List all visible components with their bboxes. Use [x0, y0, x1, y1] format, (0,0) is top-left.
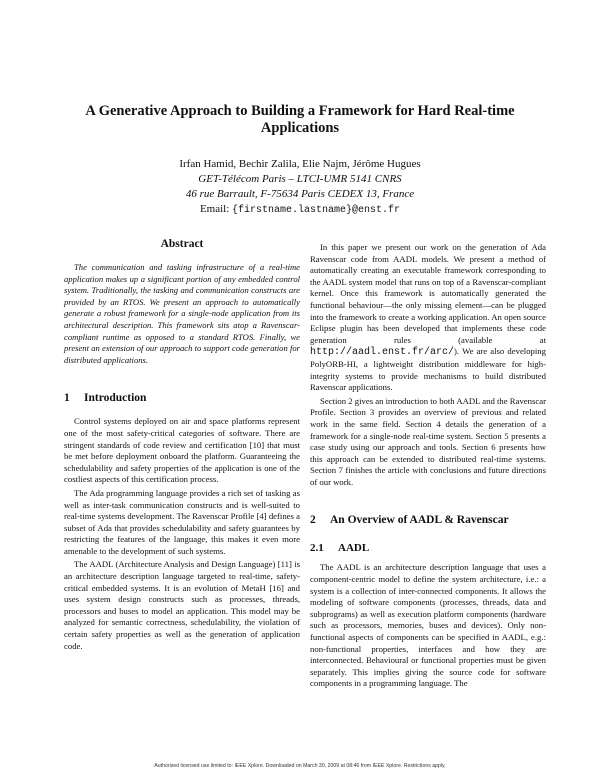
section-heading-introduction [64, 392, 300, 404]
intro-paragraph-3: The AADL (Architecture Analysis and Design Language) [11] is an architecture description language targeted to real-time, safety-critical embedded systems. It is an evolution of MetaH [16] and uses system design constructs such as processes, threads, processors and buses to model an application. This model may be analyzed for semantic correctness, schedulability, the violation of certain safety properties as well as the generation of application code. [64, 559, 300, 651]
address: 46 rue Barrault, F-75634 Paris CEDEX 13, France [185, 188, 415, 200]
abstract-heading: Abstract [160, 238, 204, 250]
section-number: 2 [310, 514, 316, 527]
aadl-paragraph-1: The AADL is an architecture description language that uses a component-centric model to define the system architecture, i.e.: a system is a collection of inter-connected components. It allows the modeling of software components (processes, threads, data and subprograms) as well as execution platform components (hardware such as processors, memories, buses and devices). Only non-functional aspects of components can be specified in AADL, e.g.: non-functional properties, interfaces and how they are interconnected. Behavioural or functional properties must be given separately. This implies giving the source code for software components in a programming language. The [310, 562, 546, 689]
subsection-number: 2.1 [310, 542, 324, 555]
author-block [60, 157, 540, 218]
license-footer: Authorized licensed use limited to: IEEE Xplore. Downloaded on March 30, 2009 at 08:46 from IEEE Xplore. Restrictions apply. [154, 763, 446, 769]
author-names: Irfan Hamid, Bechir Zalila, Elie Najm, Jérôme Hugues [179, 158, 421, 170]
email-label: Email: [199, 203, 230, 215]
right-paragraph-1-rest: ). We are also developing PolyORB-HI, a lightweight distribution middleware for high-integrity systems to provide mechanisms to build distributed Ravenscar applications. [310, 346, 546, 393]
paper-title: A Generative Approach to Building a Framework for Hard Real-time Applications [85, 103, 515, 136]
right-paragraph-1 [310, 242, 546, 394]
intro-paragraph-1: Control systems deployed on air and space platforms represent one of the most safety-critical categories of software. There are stringent standards of code review and certification [10] that must be met before deployment onboard the platform. Guaranteeing the schedulability and safety properties of the application is one of the costliest aspects of this certification process. [64, 416, 300, 485]
subsection-title: AADL [338, 542, 370, 555]
section-title: Introduction [84, 392, 147, 405]
intro-paragraph-2: The Ada programming language provides a rich set of tasking as well as inter-task communication constructs and is well-suited to real-time systems development. The Ravenscar Profile [4] defines a subset of Ada that provides schedulability and safety guarantees by restricting the features of the language, this makes it even more amenable to the development of such systems. [64, 487, 300, 556]
right-column [310, 242, 546, 692]
right-paragraph-2: Section 2 gives an introduction to both AADL and the Ravenscar Profile. Section 3 provides an overview of previous and related work in the same field. Section 4 details the generation of a framework for a single-node real-time system. Section 5 presents a case study using our approach and tools. Section 6 presents how this approach can be extended to distributed real-time systems. Section 7 finishes the article with conclusions and future directions of our work. [310, 395, 546, 487]
email-line [60, 202, 540, 218]
section-title: An Overview of AADL & Ravenscar [330, 514, 509, 527]
section-heading-overview [310, 514, 546, 526]
abstract-text: The communication and tasking infrastructure of a real-time application makes up a significant portion of any embedded control system. Traditionally, the tasking and communication constructs are provided by an RTOS. We present an approach to automatically generate a robust framework for a single-node application from its architectural description. This framework sits atop a Ravenscar-compliant runtime as opposed to a standard RTOS. Finally, we present an extension of our approach to support code generation for distributed applications. [64, 262, 300, 365]
left-column [64, 238, 300, 654]
section-number: 1 [64, 392, 70, 405]
subsection-heading-aadl [310, 542, 546, 554]
right-paragraph-1-text: In this paper we present our work on the generation of Ada Ravenscar code from AADL models. We present a method of automatically creating an executable framework corresponding to the AADL system model that runs on top of a Ravenscar-compliant kernel. Once this framework is automatically generated the functional behaviour—the only missing element—can be plugged into the framework to create a working application. An open source Eclipse plugin has been developed that implements these code generation rules (available at [310, 242, 546, 345]
affiliation: GET-Télécom Paris – LTCI-UMR 5141 CNRS [198, 173, 402, 185]
email-address: {firstname.lastname}@enst.fr [232, 205, 401, 216]
arc-url: http://aadl.enst.fr/arc/ [310, 347, 455, 359]
